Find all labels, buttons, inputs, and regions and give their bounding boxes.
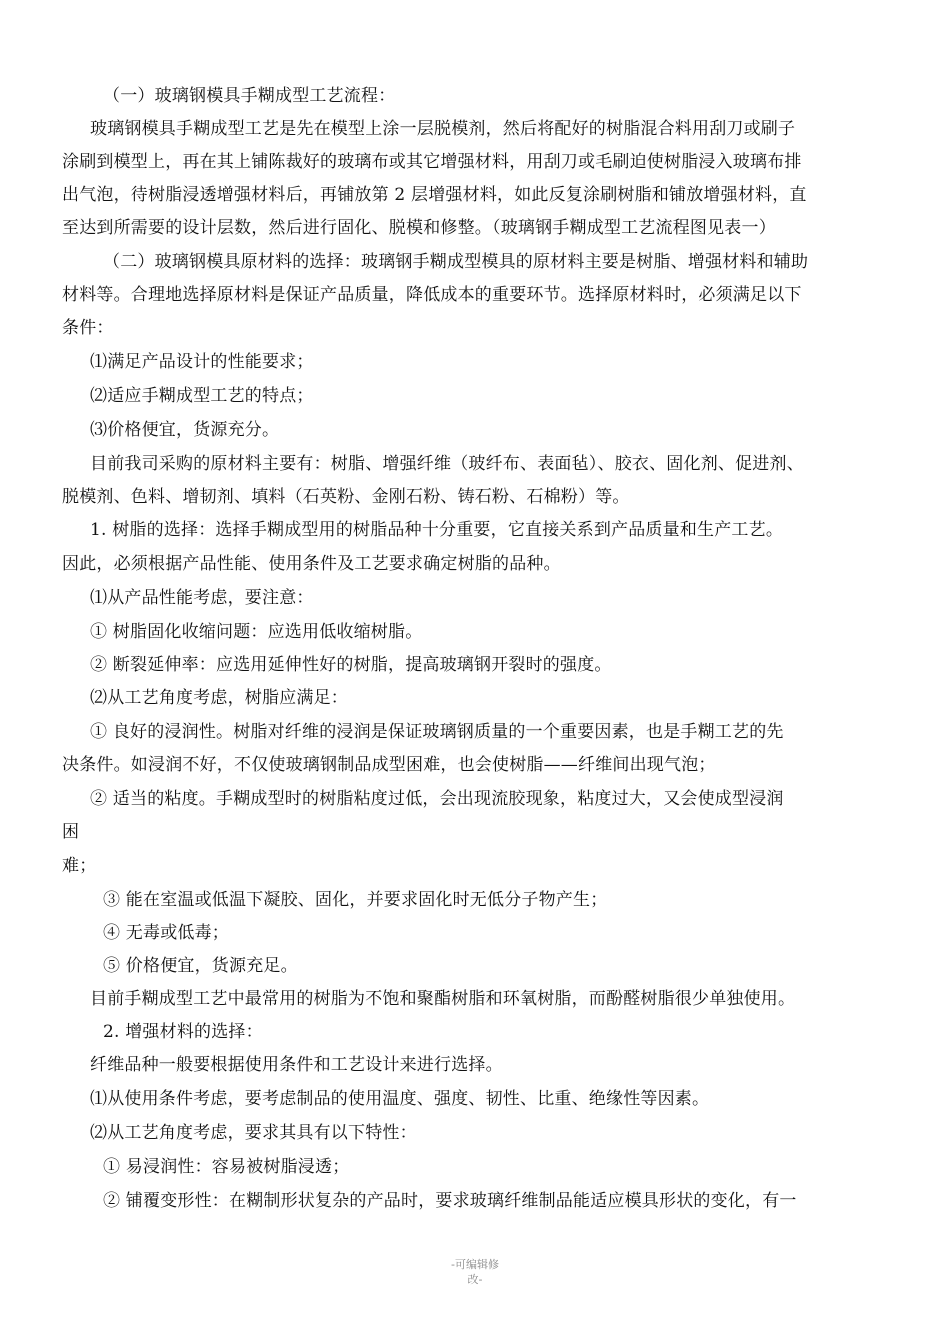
paragraph-line: 条件： <box>62 318 114 338</box>
list-item: ⑵适应手糊成型工艺的特点； <box>90 386 314 406</box>
list-item: ⑴满足产品设计的性能要求； <box>90 352 314 372</box>
footer-note: -可编辑修 <box>451 1258 499 1271</box>
paragraph-line: 纤维品种一般要根据使用条件和工艺设计来进行选择。 <box>90 1055 503 1075</box>
list-item: ② 铺覆变形性：在糊制形状复杂的产品时，要求玻璃纤维制品能适应模具形状的变化，有一 <box>103 1191 797 1211</box>
list-item: ② 断裂延伸率：应选用延伸性好的树脂，提高玻璃钢开裂时的强度。 <box>90 655 612 675</box>
subsection-heading: 2. 增强材料的选择： <box>103 1022 263 1042</box>
list-item: ⑴从使用条件考虑，要考虑制品的使用温度、强度、韧性、比重、绝缘性等因素。 <box>90 1089 710 1109</box>
paragraph-line: 困 <box>62 822 80 842</box>
list-item: ⑵从工艺角度考虑，要求其具有以下特性： <box>90 1123 417 1143</box>
list-item: ① 树脂固化收缩问题：应选用低收缩树脂。 <box>90 622 423 642</box>
paragraph-line: 玻璃钢模具手糊成型工艺是先在模型上涂一层脱模剂，然后将配好的树脂混合料用刮刀或刷子 <box>90 119 796 139</box>
paragraph-line: 出气泡，待树脂浸透增强材料后，再铺放第 2 层增强材料，如此反复涂刷树脂和铺放增强材料，直 <box>62 185 807 205</box>
paragraph-line: 脱模剂、色料、增韧剂、填料（石英粉、金刚石粉、铸石粉、石棉粉）等。 <box>62 487 630 507</box>
list-item: ④ 无毒或低毒； <box>103 923 230 943</box>
list-item: ⑵从工艺角度考虑，树脂应满足： <box>90 688 348 708</box>
section-heading-2: （二）玻璃钢模具原材料的选择：玻璃钢手糊成型模具的原材料主要是树脂、增强材料和辅助 <box>103 252 809 272</box>
subsection-heading: 1. 树脂的选择：选择手糊成型用的树脂品种十分重要，它直接关系到产品质量和生产工艺。 <box>90 520 784 540</box>
paragraph-line: 目前我司采购的原材料主要有：树脂、增强纤维（玻纤布、表面毡）、胶衣、固化剂、促进剂、 <box>90 454 804 474</box>
paragraph-line: 因此，必须根据产品性能、使用条件及工艺要求确定树脂的品种。 <box>62 554 561 574</box>
list-item: ② 适当的粘度。手糊成型时的树脂粘度过低，会出现流胶现象，粘度过大，又会使成型浸润 <box>90 789 784 809</box>
list-item: ⑶价格便宜，货源充分。 <box>90 420 280 440</box>
footer-note: 改- <box>467 1273 483 1286</box>
paragraph-line: 涂刷到模型上，再在其上铺陈裁好的玻璃布或其它增强材料，用刮刀或毛刷迫使树脂浸入玻璃布排 <box>62 152 802 172</box>
paragraph-line: 决条件。如浸润不好，不仅使玻璃钢制品成型困难，也会使树脂——纤维间出现气泡； <box>62 755 716 775</box>
section-heading-1: （一）玻璃钢模具手糊成型工艺流程： <box>103 86 396 106</box>
list-item: ① 良好的浸润性。树脂对纤维的浸润是保证玻璃钢质量的一个重要因素，也是手糊工艺的先 <box>90 722 784 742</box>
list-item: ⑴从产品性能考虑，要注意： <box>90 588 314 608</box>
paragraph-line: 材料等。合理地选择原材料是保证产品质量，降低成本的重要环节。选择原材料时，必须满足以下 <box>62 285 802 305</box>
list-item: ⑤ 价格便宜，货源充足。 <box>103 956 298 976</box>
list-item: ③ 能在室温或低温下凝胶、固化，并要求固化时无低分子物产生； <box>103 890 608 910</box>
list-item: ① 易浸润性：容易被树脂浸透； <box>103 1157 350 1177</box>
paragraph-line: 难； <box>62 856 97 876</box>
paragraph-line: 至达到所需要的设计层数，然后进行固化、脱模和修整。（玻璃钢手糊成型工艺流程图见表一） <box>62 218 776 238</box>
paragraph-line: 目前手糊成型工艺中最常用的树脂为不饱和聚酯树脂和环氧树脂，而酚醛树脂很少单独使用。 <box>90 989 796 1009</box>
